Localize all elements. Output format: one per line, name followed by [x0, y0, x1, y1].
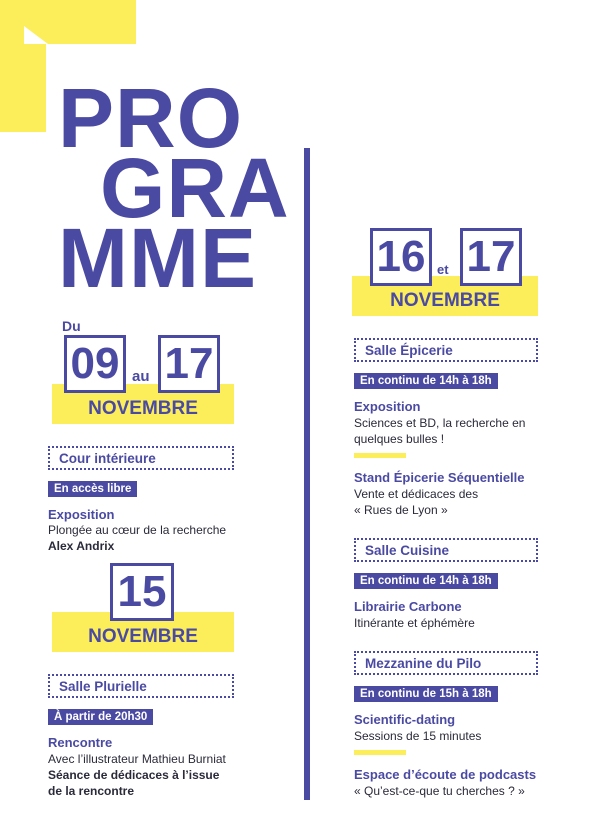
- schedule-badge: À partir de 20h30: [48, 709, 153, 725]
- left-month-band: NOVEMBRE: [52, 384, 234, 424]
- schedule-badge: En accès libre: [48, 481, 137, 497]
- separator-bar: [354, 750, 406, 755]
- right-start-date-box: 16: [370, 228, 432, 286]
- right-month-band: NOVEMBRE: [352, 276, 538, 316]
- event-title: Espace d’écoute de podcasts: [354, 767, 537, 782]
- event-description: Sessions de 15 minutes: [354, 729, 482, 743]
- event-description: « Rues de Lyon »: [354, 503, 448, 517]
- venue-salle-epicerie: Salle Épicerie: [354, 338, 538, 362]
- event-title: Librairie Carbone: [354, 599, 462, 614]
- schedule-badge: En continu de 14h à 18h: [354, 573, 498, 589]
- event-author: Alex Andrix: [48, 539, 115, 553]
- schedule-badge: En continu de 14h à 18h: [354, 373, 498, 389]
- separator-bar: [354, 453, 406, 458]
- date-prefix: Du: [62, 318, 81, 334]
- event-title: Stand Épicerie Séquentielle: [354, 470, 525, 485]
- right-end-date-box: 17: [460, 228, 522, 286]
- event-description: « Qu’est-ce-que tu cherches ? »: [354, 784, 525, 798]
- event-title: Exposition: [48, 507, 115, 522]
- day-month-band: NOVEMBRE: [52, 612, 234, 652]
- venue-salle-cuisine: Salle Cuisine: [354, 538, 538, 562]
- title-line-1: PRO: [58, 71, 244, 165]
- event-description: Sciences et BD, la recherche en: [354, 416, 526, 430]
- start-date-box: 09: [64, 335, 126, 393]
- event-highlight-2: de la rencontre: [48, 784, 135, 798]
- title-line-3: MME: [58, 211, 257, 305]
- venue-mezzanine-du-pilo: Mezzanine du Pilo: [354, 651, 538, 675]
- event-title: Exposition: [354, 399, 421, 414]
- event-title: Scientific-dating: [354, 712, 456, 727]
- event-description: Vente et dédicaces des: [354, 487, 479, 501]
- venue-salle-plurielle: Salle Plurielle: [48, 674, 234, 698]
- event-description: Avec l’illustrateur Mathieu Burniat: [48, 752, 226, 766]
- event-title: Rencontre: [48, 735, 113, 750]
- event-description: Plongée au cœur de la recherche: [48, 523, 227, 537]
- schedule-badge: En continu de 15h à 18h: [354, 686, 498, 702]
- date-joiner: au: [132, 368, 150, 385]
- venue-cour-interieure: Cour intérieure: [48, 446, 234, 470]
- column-divider: [304, 148, 310, 800]
- right-date-joiner: et: [437, 262, 449, 277]
- event-highlight-1: Séance de dédicaces à l’issue: [48, 768, 220, 782]
- event-description: quelques bulles !: [354, 432, 445, 446]
- title-line-2: GRA: [100, 141, 290, 235]
- event-description: Itinérante et éphémère: [354, 616, 475, 630]
- day-date-box: 15: [110, 563, 174, 621]
- end-date-box: 17: [158, 335, 220, 393]
